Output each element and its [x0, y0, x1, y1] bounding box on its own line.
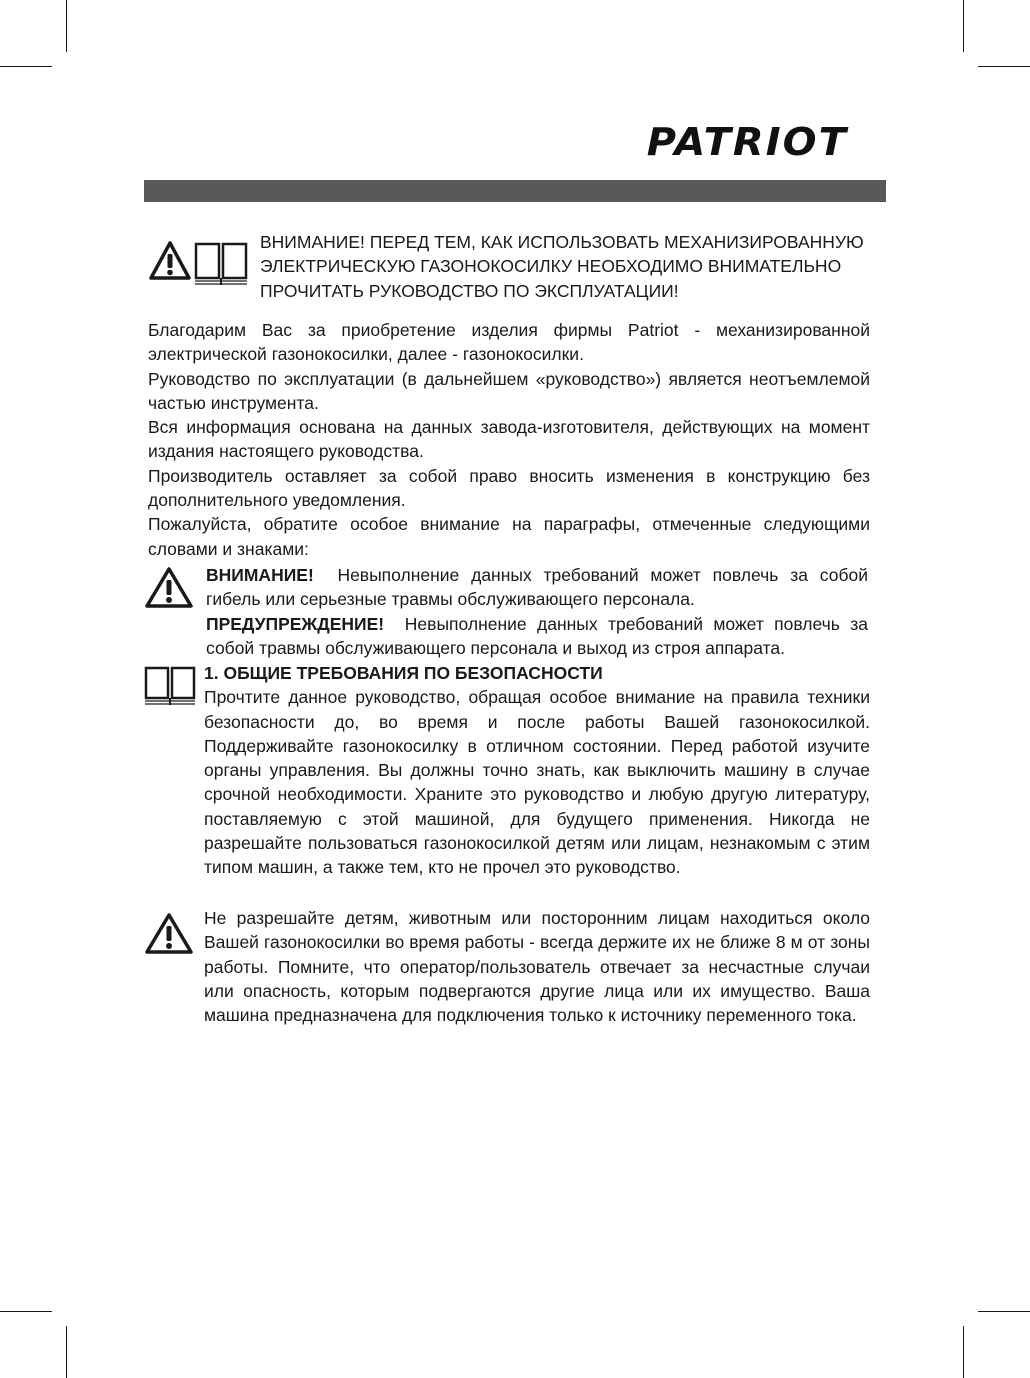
warning-icon	[148, 240, 192, 282]
brand-logo: PATRIOT	[646, 120, 848, 164]
crop-mark	[0, 1311, 52, 1312]
crop-mark	[0, 66, 52, 67]
crop-mark	[963, 1326, 964, 1378]
crop-mark	[66, 0, 67, 52]
intro-paragraph: Пожалуйста, обратите особое внимание на параграфы, отмеченные следующими словами и знаками:	[148, 514, 870, 559]
warning-icon	[144, 566, 194, 610]
caution-text: Невыполнение данных требований может повлечь за собой травмы обслуживающего персонала и выход из строя аппарата.	[206, 613, 868, 658]
attention-text: Невыполнение данных требований может повлечь за собой гибель или серьезные травмы обслуживающего персонала.	[206, 565, 868, 610]
warning-legend	[206, 563, 868, 660]
warning-icon	[144, 912, 194, 956]
section-title: 1. ОБЩИЕ ТРЕБОВАНИЯ ПО БЕЗОПАСНОСТИ	[204, 663, 603, 683]
section-bystanders-warning	[204, 906, 870, 1027]
section-general-safety	[204, 661, 870, 880]
caution-label: ПРЕДУПРЕЖДЕНИЕ!	[206, 613, 385, 634]
section-body: Не разрешайте детям, животным или посторонним лицам находиться около Вашей газонокосилки во время работы - всегда держите их не ближе 8 м от зоны работы. Помните, что оператор/пользователь отвечает за несчастные случаи или опасность, которым подвергаются другие лица или их имущество. Ваша машина предназначена для подключения только к источнику переменного тока.	[204, 908, 870, 1026]
intro-paragraph: Производитель оставляет за собой право вносить изменения в конструкцию без дополнительного уведомления.	[148, 465, 870, 511]
crop-mark	[978, 66, 1030, 67]
intro-paragraph: Благодарим Вас за приобретение изделия фирмы Patriot - механизированной электрической газонокосилки, далее - газонокосилки.	[148, 320, 870, 365]
intro-paragraph: Руководство по эксплуатации (в дальнейшем «руководство») является неотъемлемой частью инструмента.	[148, 368, 870, 413]
manual-notice: ВНИМАНИЕ! ПЕРЕД ТЕМ, КАК ИСПОЛЬЗОВАТЬ МЕХАНИЗИРОВАННУЮ ЭЛЕКТРИЧЕСКУЮ ГАЗОНОКОСИЛКУ НЕОБХОДИМО ВНИМАТЕЛЬНО ПРОЧИТАТЬ РУКОВОДСТВО ПО ЭКСПЛУАТАЦИИ!	[260, 232, 864, 301]
header-bar	[144, 180, 886, 202]
attention-label: ВНИМАНИЕ!	[206, 565, 314, 585]
section-body: Прочтите данное руководство, обращая особое внимание на правила техники безопасности до, во время и после работы Вашей газонокосилкой. Поддерживайте газонокосилку в отличном состоянии. Перед работой изучите органы управления. Вы должны точно знать, как выключить машину в случае срочной необходимости. Храните это руководство и любую другую литературу, поставляемую с этой машиной, для будущего применения. Никогда не разрешайте пользоваться газонокосилкой детям или лицам, незнакомым с этим типом машин, а также тем, кто не прочел это руководство.	[204, 687, 870, 878]
manual-book-icon	[194, 242, 248, 286]
intro-text	[148, 318, 870, 561]
crop-mark	[978, 1311, 1030, 1312]
crop-mark	[66, 1326, 67, 1378]
intro-paragraph: Вся информация основана на данных завода-изготовителя, действующих на момент издания настоящего руководства.	[148, 417, 870, 462]
manual-book-icon	[144, 666, 196, 706]
crop-mark	[963, 0, 964, 52]
